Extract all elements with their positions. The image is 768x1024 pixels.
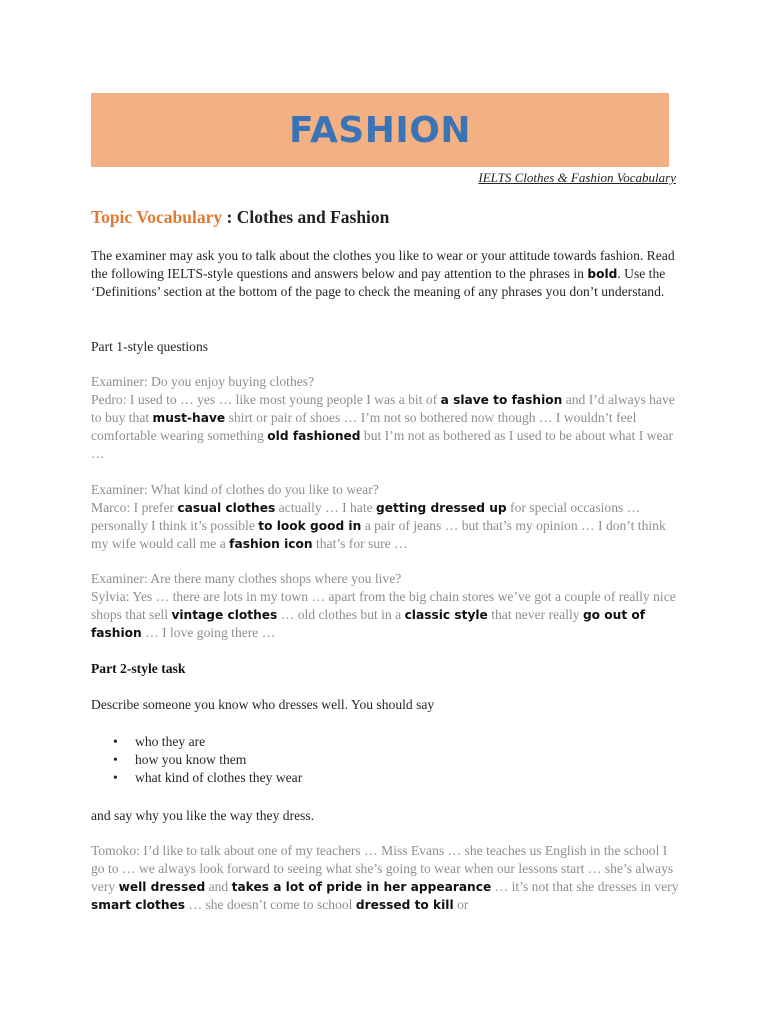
vocab-phrase: classic style <box>404 608 488 622</box>
vocab-phrase: vintage clothes <box>171 608 278 622</box>
qa-block-marco <box>91 481 681 553</box>
vocab-phrase: getting dressed up <box>376 501 507 515</box>
part2-label: Part 2-style task <box>91 661 186 676</box>
vocab-phrase: to look good in <box>258 519 362 533</box>
document-subtitle: IELTS Clothes & Fashion Vocabulary <box>478 170 676 185</box>
heading-accent: Topic Vocabulary <box>91 207 223 227</box>
heading-rest: Clothes and Fashion <box>236 207 390 227</box>
intro-bold-word: bold <box>587 267 618 281</box>
intro-text: The examiner may ask you to talk about the clothes you like to wear or your attitude towards fashion. Read the following IELTS-style questions and answers below and pay attention to the phrases in <box>91 248 675 281</box>
heading-separator: : <box>222 207 237 227</box>
vocab-phrase: casual clothes <box>177 501 276 515</box>
vocab-phrase: fashion icon <box>229 537 313 551</box>
part1-label: Part 1-style questions <box>91 339 209 354</box>
section-heading <box>91 207 389 228</box>
bullet-item: • what kind of clothes they wear <box>91 769 681 787</box>
examiner-question: Examiner: What kind of clothes do you like to wear? <box>91 482 379 497</box>
examiner-question: Examiner: Do you enjoy buying clothes? <box>91 374 315 389</box>
cue-card-bullets <box>91 733 681 787</box>
qa-block-pedro <box>91 373 681 463</box>
qa-block-sylvia <box>91 570 681 642</box>
bullet-item: • who they are <box>91 733 681 751</box>
banner-title: FASHION <box>288 109 471 151</box>
answer-sylvia: Sylvia: Yes … there are lots in my town … apart from the big chain stores we’ve got a couple of really nice shops that sell vintage clothes … old clothes but in a classic style that never really go out of fashion … I love going there … <box>91 589 676 640</box>
vocab-phrase: well dressed <box>118 880 206 894</box>
title-banner <box>91 93 669 167</box>
answer-marco: Marco: I prefer casual clothes actually … I hate getting dressed up for special occasions … personally I think it’s possible to look good in a pair of jeans … but that’s my opinion … I don’t think my wife would call me a fashion icon that’s for sure … <box>91 500 666 551</box>
vocab-phrase: go out of fashion <box>91 608 646 640</box>
vocab-phrase: a slave to fashion <box>440 393 563 407</box>
intro-paragraph <box>91 247 681 301</box>
answer-pedro: Pedro: I used to … yes … like most young people I was a bit of a slave to fashion and I’d always have to buy that must-have shirt or pair of shoes … I’m not so bothered now though … I wouldn’t feel comfortable wearing something old fashioned but I’m not as bothered as I used to be about what I wear … <box>91 392 675 461</box>
part2-prompt: Describe someone you know who dresses well. You should say <box>91 697 435 712</box>
intro-text: . Use the ‘Definitions’ section at the bottom of the page to check the meaning of any phrases you don’t understand. <box>91 266 666 299</box>
vocab-phrase: old fashioned <box>267 429 361 443</box>
vocab-phrase: dressed to kill <box>355 898 454 912</box>
vocab-phrase: takes a lot of pride in her appearance <box>231 880 492 894</box>
bullet-item: • how you know them <box>91 751 681 769</box>
answer-tomoko: Tomoko: I’d like to talk about one of my teachers … Miss Evans … she teaches us English in the school I go to … we always look forward to seeing what she’s going to wear when our lessons start … she’s always very well dressed and takes a lot of pride in her appearance … it’s not that she dresses in very smart clothes … she doesn’t come to school dressed to kill or <box>91 843 679 912</box>
examiner-question: Examiner: Are there many clothes shops where you live? <box>91 571 402 586</box>
vocab-phrase: must-have <box>152 411 226 425</box>
part2-closing: and say why you like the way they dress. <box>91 808 315 823</box>
vocab-phrase: smart clothes <box>91 898 186 912</box>
